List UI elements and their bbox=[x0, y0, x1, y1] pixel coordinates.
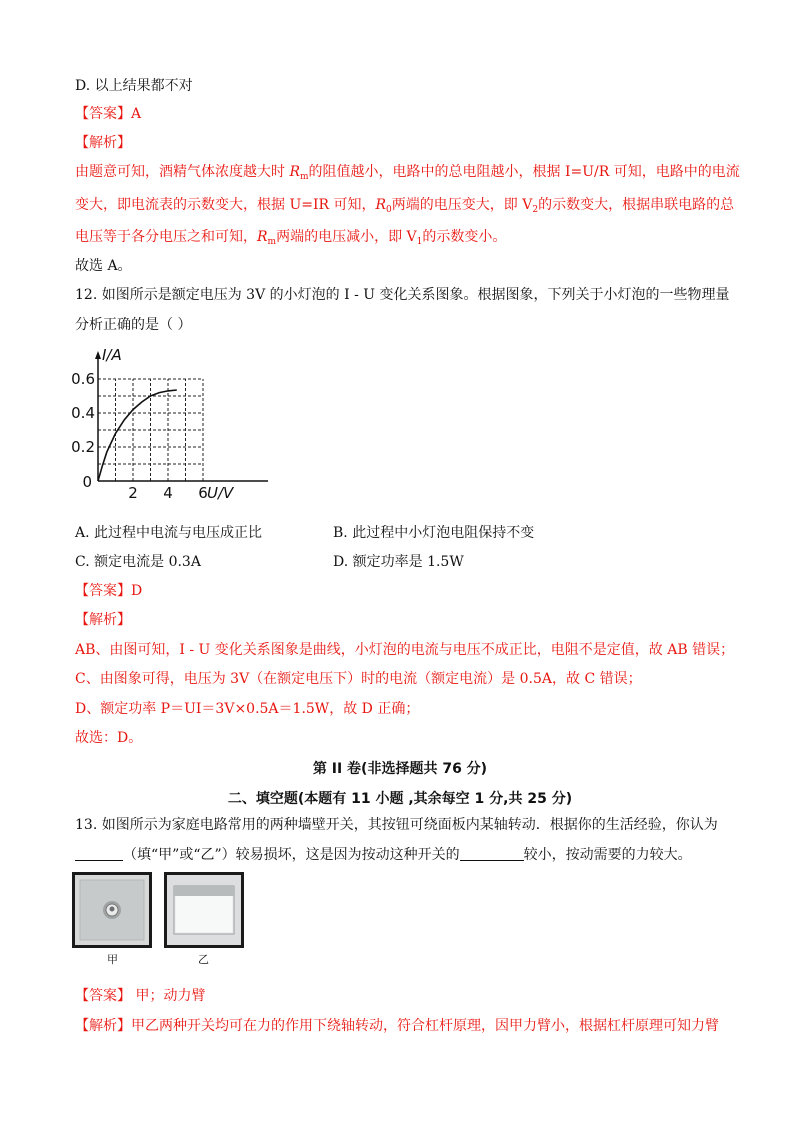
answer-value: 甲；动力臂 bbox=[131, 988, 206, 1004]
switch-yi-image bbox=[164, 872, 244, 948]
x-tick-label: 6 bbox=[198, 484, 208, 502]
answer-label: 【答案】 bbox=[75, 106, 131, 122]
answer-label: 【答案】 bbox=[75, 988, 131, 1004]
iu-chart bbox=[70, 345, 270, 505]
q12-conclusion: 故选：D。 bbox=[75, 730, 143, 746]
q12-analysis-line-2: C、由图象可得，电压为 3V（在额定电压下）时的电流（额定电流）是 0.5A，故 C 错误； bbox=[75, 671, 642, 687]
y-axis-label: I/A bbox=[102, 346, 122, 364]
q11-conclusion: 故选 A。 bbox=[75, 258, 132, 274]
q12-answer-line bbox=[75, 581, 142, 601]
chart-axes bbox=[95, 351, 268, 481]
y-tick-label: 0.4 bbox=[71, 404, 95, 422]
answer-value: A bbox=[131, 106, 142, 122]
y-tick-label: 0.2 bbox=[71, 438, 95, 456]
x-tick-label: 2 bbox=[128, 484, 138, 502]
y-axis-arrow bbox=[95, 351, 101, 359]
q13-analysis-line-1: 【解析】甲乙两种开关均可在力的作用下绕轴转动，符合杠杆原理，因甲力臂小，根据杠杆原理可知力臂 bbox=[75, 1018, 719, 1034]
q12-analysis-line-3: D、额定功率 P＝UI＝3V×0.5A＝1.5W，故 D 正确； bbox=[75, 701, 420, 717]
q12-analysis-label: 【解析】 bbox=[75, 612, 131, 628]
q11-answer-line bbox=[75, 104, 141, 124]
q11-analysis-line-1: 由题意可知，酒精气体浓度越大时 $R_m$的阻值越小，电路中的总电阻越小，根据 I=U/R 可知，电路中的电流 bbox=[75, 164, 740, 182]
q11-analysis-line-3: 电压等于各分电压之和可知，$R_m$两端的电压减小，即 $V_1$的示数变小。 bbox=[75, 229, 507, 247]
q12-option-b: B. 此过程中小灯泡电阻保持不变 bbox=[333, 525, 535, 541]
blank-1 bbox=[75, 846, 123, 861]
chart-grid bbox=[98, 379, 203, 481]
answer-label: 【答案】 bbox=[75, 583, 131, 599]
q12-option-c: C. 额定电流是 0.3A bbox=[75, 554, 201, 570]
origin-label: 0 bbox=[82, 473, 92, 491]
iu-curve bbox=[98, 390, 177, 481]
q12-option-a: A. 此过程中电流与电压成正比 bbox=[75, 525, 263, 541]
blank-2 bbox=[460, 846, 524, 861]
q11-analysis-line-2: 变大，即电流表的示数变大，根据 U=IR 可知，$R_0$两端的电压变大，即 $V_2$的示数变大，根据串联电路的总 bbox=[75, 197, 735, 215]
analysis-label: 【解析】 bbox=[75, 1018, 131, 1034]
chart-series bbox=[98, 390, 177, 481]
q12-analysis-line-1: AB、由图可知，I - U 变化关系图象是曲线，小灯泡的电流与电压不成正比，电阻不是定值，故 AB 错误； bbox=[75, 642, 735, 658]
caption-jia: 甲 bbox=[107, 953, 118, 966]
part-title: 第 II 卷(非选择题共 76 分) bbox=[312, 761, 488, 777]
q13-stem-line-2: （填“甲”或“乙”）较易损坏，这是因为按动这种开关的 较小，按动需要的力较大。 bbox=[75, 845, 692, 865]
q12-stem-line-2: 分析正确的是（ ） bbox=[75, 317, 192, 333]
q13-stem-line-1: 13. 如图所示为家庭电路常用的两种墙壁开关，其按钮可绕面板内某轴转动．根据你的生活经验，你认为 bbox=[75, 817, 718, 833]
q11-analysis-label: 【解析】 bbox=[75, 135, 131, 151]
q12-option-d: D. 额定功率是 1.5W bbox=[333, 554, 464, 570]
section-title: 二、填空题(本题有 11 小题 ,其余每空 1 分,共 25 分) bbox=[227, 791, 573, 807]
answer-value: D bbox=[131, 583, 143, 599]
y-tick-label: 0.6 bbox=[71, 370, 95, 388]
switch-jia-image bbox=[72, 872, 152, 948]
caption-yi: 乙 bbox=[198, 953, 209, 966]
x-tick-label: 4 bbox=[163, 484, 173, 502]
chart-ticks bbox=[71, 346, 235, 502]
q11-option-d: D. 以上结果都不对 bbox=[75, 78, 193, 94]
q13-answer-line bbox=[75, 986, 205, 1006]
q12-stem-line-1: 12. 如图所示是额定电压为 3V 的小灯泡的 I - U 变化关系图象。根据图象，下列关于小灯泡的一些物理量 bbox=[75, 287, 730, 303]
x-axis-label: U/V bbox=[207, 484, 234, 502]
